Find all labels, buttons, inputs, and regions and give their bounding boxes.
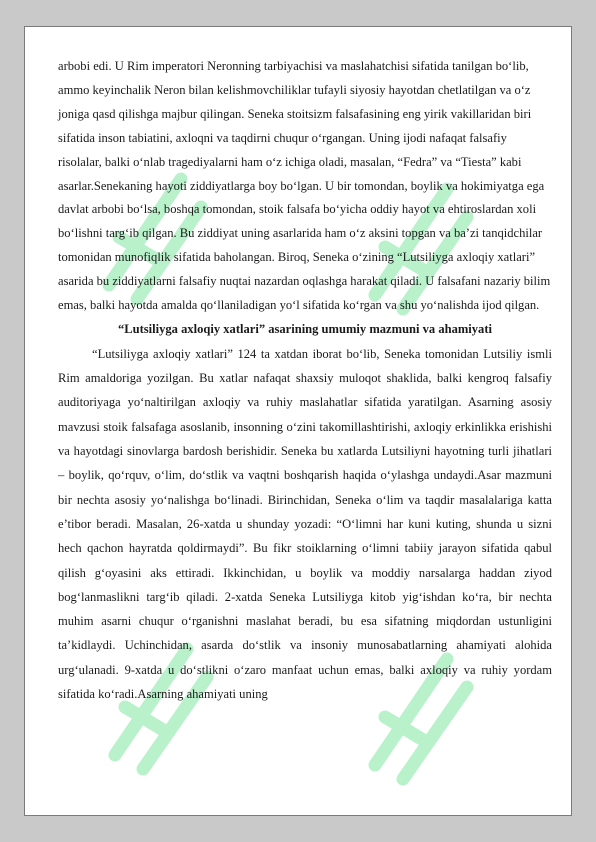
- document-page: [24, 26, 572, 816]
- section-heading: “Lutsiliyga axloqiy xatlari” asarining umumiy mazmuni va ahamiyati: [118, 321, 492, 336]
- body-paragraph: “Lutsiliyga axloqiy xatlari” 124 ta xatdan iborat bo‘lib, Seneka tomonidan Lutsiliy ismli Rim amaldoriga yozilgan. Bu xatlar nafaqat shaxsiy muloqot shaklida, balki kengroq falsafiy auditoriyaga yo‘naltirilgan axloqiy va ruhiy maslahatlar sifatida yaratilgan. Asarning asosiy mavzusi stoik falsafaga asoslanib, insonning o‘zini takomillashtirishi, axloqiy erkinlikka erishishi va hayotdagi sinovlarga bardosh berishidir. Seneka bu xatlarda Lutsiliyni hayotning turli jihatlari – boylik, qo‘rquv, o‘lim, do‘stlik va vaqtni boshqarish haqida o‘ylashga undaydi.Asar mazmuni bir nechta asosiy yo‘nalishga bo‘linadi. Birinchidan, Seneka o‘lim va taqdir masalalariga katta e’tibor beradi. Masalan, 26-xatda u shunday yozadi: “O‘limni har kuni kuting, shunda u sizni hech qachon hayratda qoldirmaydi”. Bu fikr stoiklarning o‘limni tabiiy jarayon sifatida qabul qilish g‘oyasini aks ettiradi. Ikkinchidan, u boylik va moddiy narsalarga haddan ziyod bog‘lanmaslikni targ‘ib qiladi. 2-xatda Seneka Lutsiliyga kitob yig‘ishdan ko‘ra, bir nechta muhim asarni chuqur o‘rganishni maslahat beradi, bu esa sifatning miqdordan ustunligini ta’kidlaydi. Uchinchidan, asarda do‘stlik va insoniy munosabatlarning ahamiyati alohida urg‘ulanadi. 9-xatda u do‘stlikni o‘zaro manfaat uchun emas, balki axloqiy va ruhiy yordam sifatida ko‘radi.Asarning ahamiyati uning: [58, 346, 552, 702]
- body-paragraph: arbobi edi. U Rim imperatori Neronning tarbiyachisi va maslahatchisi sifatida tanilgan bo‘lib, ammo keyinchalik Neron bilan kelishmovchiliklar tufayli siyosiy hayotdan chetlatilgan va o‘z joniga qasd qilishga majbur qilingan. Seneka stoitsizm falsafasining eng yirik vakillaridan biri sifatida inson tabiatini, axloqni va taqdirni chuqur o‘rgangan. Uning ijodi nafaqat falsafiy risolalar, balki o‘nlab tragediyalarni ham o‘z ichiga oladi, masalan, “Fedra” va “Tiesta” kabi asarlar.Senekaning hayoti ziddiyatlarga boy bo‘lgan. U bir tomondan, boylik va hokimiyatga ega davlat arbobi bo‘lsa, boshqa tomondan, stoik falsafa bo‘yicha oddiy hayot va ehtiroslardan xoli bo‘lishni targ‘ib qilgan. Bu ziddiyat uning asarlarida ham o‘z aksini topgan va ba’zi tanqidchilar tomonidan munofiqlik sifatida baholangan. Biroq, Seneka o‘zining “Lutsiliyga axloqiy xatlari” asarida bu ziddiyatlarni falsafiy nuqtai nazardan oqlashga harakat qiladi. U falsafani nazariy bilim emas, balki hayotda amalda qo‘llaniladigan yo‘l sifatida ko‘rgan va shu yo‘nalishda ijod qilgan.: [58, 59, 551, 313]
- document-body: [58, 55, 552, 706]
